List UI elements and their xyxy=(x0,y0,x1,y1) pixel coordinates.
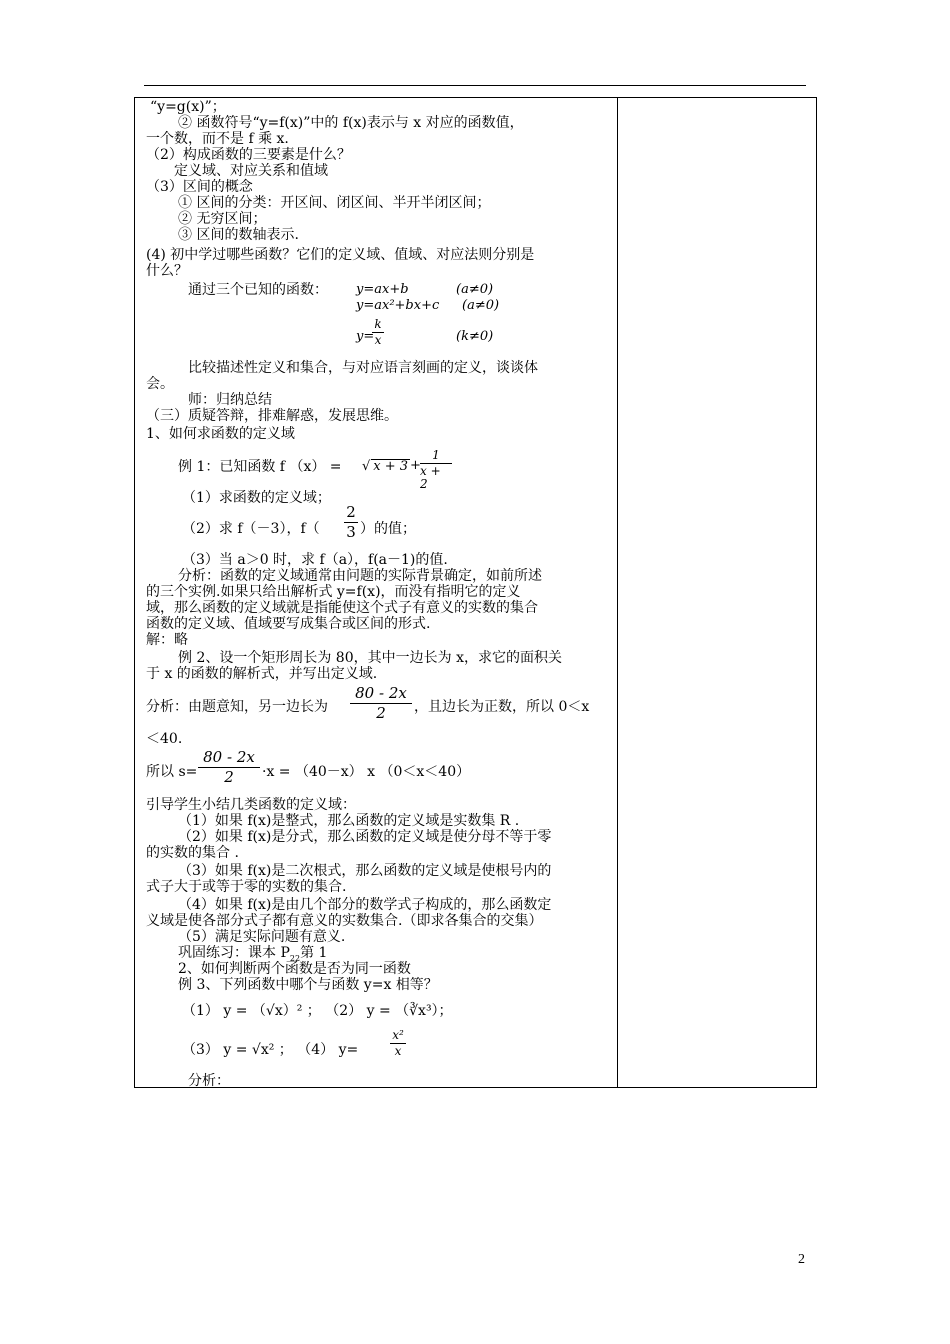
text-line: 域，那么函数的定义域就是指能使这个式子有意义的实数的集合 xyxy=(146,600,538,616)
inverse-function-lhs: y= xyxy=(356,329,375,344)
example1-fraction xyxy=(420,449,452,491)
header-rule xyxy=(144,85,806,86)
fraction-denominator: 2 xyxy=(224,768,234,786)
fraction-numerator: 80 - 2x xyxy=(355,684,407,702)
text-line: ·x = （40－x） x （0＜x＜40） xyxy=(262,764,471,780)
text-line: 一个数，而不是 f 乘 x. xyxy=(146,131,289,147)
table-column-divider xyxy=(617,97,618,1088)
text-line: 分析： xyxy=(188,1073,230,1089)
example3-fraction xyxy=(390,1029,406,1058)
text-line: （3） y = √x² ； （4） y= xyxy=(182,1042,359,1058)
text-line: 会。 xyxy=(146,376,174,392)
text-span: 第 1 xyxy=(300,945,328,961)
text-line: 引导学生小结几类函数的定义域： xyxy=(146,797,356,813)
fraction-numerator: k xyxy=(374,317,382,331)
text-line: （1） y = （√x）² ； （2） y = （∛x³）； xyxy=(182,1003,453,1019)
fraction-numerator: x² xyxy=(392,1028,404,1042)
text-line: 解：略 xyxy=(146,632,188,648)
quadratic-condition: (a≠0) xyxy=(462,298,500,313)
text-line: ② 函数符号“y=f(x)”中的 f(x)表示与 x 对应的函数值， xyxy=(178,115,524,131)
text-line: （2）求 f（－3），f（ xyxy=(182,521,320,537)
text-line: 例 2、设一个矩形周长为 80，其中一边长为 x，求它的面积关 xyxy=(178,650,562,666)
text-line: 于 x 的函数的解析式，并写出定义域. xyxy=(146,666,378,682)
text-line: ② 无穷区间； xyxy=(178,211,267,227)
text-line: “y=g(x)”； xyxy=(150,99,226,115)
text-line: ＜40. xyxy=(146,731,183,747)
text-line: ）的值； xyxy=(360,521,416,537)
text-line: 分析：函数的定义域通常由问题的实际背景确定，如前所述 xyxy=(178,568,542,584)
text-line: 函数的定义域、值域要写成集合或区间的形式. xyxy=(146,616,431,632)
text-line: 例 1：已知函数 f （x） = xyxy=(178,459,342,475)
fraction-denominator: 3 xyxy=(346,523,356,541)
two-thirds-fraction xyxy=(344,504,358,541)
text-line: 例 3、下列函数中哪个与函数 y=x 相等？ xyxy=(178,977,438,993)
text-span: 巩固练习：课本 P xyxy=(178,945,290,961)
text-line: （2）如果 f(x)是分式，那么函数的定义域是使分母不等于零 xyxy=(178,829,552,845)
text-line: 式子大于或等于零的实数的集合. xyxy=(146,879,347,895)
subscript: 22 xyxy=(289,953,301,963)
text-line: （1）如果 f(x)是整式，那么函数的定义域是实数集 R . xyxy=(178,813,520,829)
linear-function: y=ax+b xyxy=(356,282,409,297)
fraction-denominator: x xyxy=(394,1044,402,1058)
text-line: ③ 区间的数轴表示. xyxy=(178,227,299,243)
example1-radical: √ x + 3 xyxy=(362,459,409,474)
text-line: （3）如果 f(x)是二次根式，那么函数的定义域是使根号内的 xyxy=(178,863,552,879)
radicand: x + 3 xyxy=(373,459,409,474)
text-line: 1、如何求函数的定义域 xyxy=(146,426,295,442)
side-length-fraction xyxy=(350,685,412,722)
area-fraction xyxy=(198,749,260,786)
text-line: 分析：由题意知，另一边长为 xyxy=(146,699,328,715)
text-line: （三）质疑答辩，排难解惑，发展思维。 xyxy=(146,408,398,424)
quadratic-function: y=ax²+bx+c xyxy=(356,298,440,313)
text-line: 义域是使各部分式子都有意义的实数集合.（即求各集合的交集） xyxy=(146,913,543,929)
fraction-denominator: x + 2 xyxy=(420,464,441,491)
fraction-denominator: 2 xyxy=(376,704,386,722)
text-line: （5）满足实际问题有意义. xyxy=(178,929,346,945)
text-line: 比较描述性定义和集合，与对应语言刻画的定义，谈谈体 xyxy=(188,360,538,376)
text-line: （3）当 a＞0 时，求 f（a），f(a－1)的值. xyxy=(182,552,448,568)
text-line: 所以 s= xyxy=(146,764,198,780)
fraction-numerator: 80 - 2x xyxy=(203,748,255,766)
text-line: 2、如何判断两个函数是否为同一函数 xyxy=(178,961,411,977)
fraction-numerator: 2 xyxy=(346,503,356,521)
text-line: (4) 初中学过哪些函数？它们的定义域、值域、对应法则分别是 xyxy=(146,247,535,263)
inverse-function-fraction xyxy=(372,318,384,347)
text-line: （3）区间的概念 xyxy=(146,179,253,195)
text-line: 的实数的集合 . xyxy=(146,845,239,861)
inverse-condition: (k≠0) xyxy=(456,329,494,344)
text-line: 什么？ xyxy=(146,263,188,279)
text-line: （1）求函数的定义域； xyxy=(182,490,331,506)
page-number: 2 xyxy=(798,1252,805,1267)
fraction-numerator: 1 xyxy=(432,448,440,462)
text-line: （2）构成函数的三要素是什么？ xyxy=(146,147,351,163)
text-line: 师：归纳总结 xyxy=(188,392,272,408)
fraction-denominator: x xyxy=(374,333,382,347)
text-line: 定义域、对应关系和值域 xyxy=(174,163,328,179)
text-line: （4）如果 f(x)是由几个部分的数学式子构成的，那么函数定 xyxy=(178,897,552,913)
text-line: ① 区间的分类：开区间、闭区间、半开半闭区间； xyxy=(178,195,491,211)
text-line: 通过三个已知的函数： xyxy=(188,282,328,298)
text-line: ，且边长为正数，所以 0＜x xyxy=(414,699,590,715)
linear-condition: (a≠0) xyxy=(456,282,494,297)
text-line: 的三个实例.如果只给出解析式 y=f(x)，而没有指明它的定义 xyxy=(146,584,521,600)
plus-sign: + xyxy=(410,458,421,473)
